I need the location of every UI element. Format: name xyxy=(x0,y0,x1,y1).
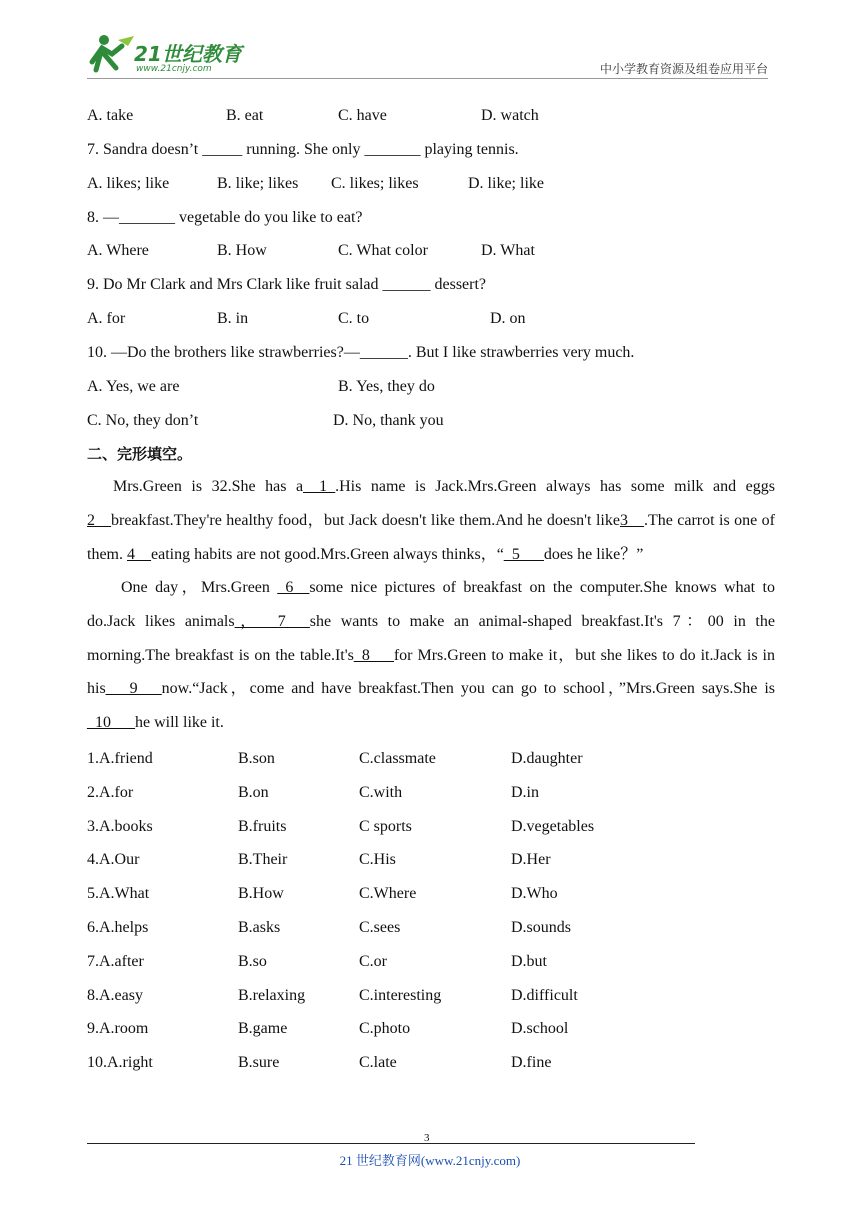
question-9: 9. Do Mr Clark and Mrs Clark like fruit salad ______ dessert? xyxy=(87,276,487,293)
option-6a: A. take xyxy=(87,107,134,124)
logo-url: www.21cnjy.com xyxy=(136,64,212,74)
cloze-option: D.Who xyxy=(511,885,558,903)
cloze-option: D.school xyxy=(511,1020,569,1038)
passage-text: One day，Mrs.Green xyxy=(121,579,278,596)
cloze-option: C.late xyxy=(359,1054,397,1072)
cloze-option: 10.A.right xyxy=(87,1054,153,1072)
option-7b: B. like; likes xyxy=(217,175,299,192)
option-6c: C. have xyxy=(338,107,387,124)
option-8d: D. What xyxy=(481,242,535,259)
blank: ，__7___ xyxy=(234,612,310,630)
cloze-option: D.in xyxy=(511,783,539,801)
passage-text: eating habits are not good.Mrs.Green always thinks，“ xyxy=(151,545,504,563)
header-platform-text: 中小学教育资源及组卷应用平台 xyxy=(599,62,768,76)
cloze-option: C.classmate xyxy=(359,750,436,767)
passage-text: for Mrs.Green to make it，but she likes to do it.Jack is in his xyxy=(87,646,776,698)
cloze-option: B.so xyxy=(238,952,267,970)
question-10: 10. —Do the brothers like strawberries?—______. But I like strawberries very much. xyxy=(87,344,635,361)
footer-divider xyxy=(87,1143,695,1144)
cloze-option: C.sees xyxy=(359,919,401,936)
cloze-option: B.sure xyxy=(238,1054,280,1072)
passage-text: .The carrot is one of them. xyxy=(87,511,775,563)
cloze-option: C.photo xyxy=(359,1020,411,1038)
cloze-option: 2.A.for xyxy=(87,783,134,801)
option-9d: D. on xyxy=(490,310,526,327)
blank: 4__ xyxy=(127,545,151,563)
blank: _5___ xyxy=(503,545,544,563)
page-number: 3 xyxy=(424,1132,430,1144)
cloze-option: 1.A.friend xyxy=(87,750,153,767)
cloze-option: B.asks xyxy=(238,919,281,936)
cloze-option: 9.A.room xyxy=(87,1020,149,1038)
option-10d: D. No, thank you xyxy=(333,412,444,429)
question-8: 8. —_______ vegetable do you like to eat? xyxy=(87,209,363,226)
cloze-option: 3.A.books xyxy=(87,817,153,835)
passage-text: breakfast.They're healthy food，but Jack doesn't like them.And he doesn't like xyxy=(111,511,620,529)
cloze-option: D.fine xyxy=(511,1054,552,1072)
site-logo xyxy=(82,32,252,78)
cloze-option: D.sounds xyxy=(511,919,572,936)
option-6b: B. eat xyxy=(226,107,264,124)
option-10a: A. Yes, we are xyxy=(87,378,180,395)
cloze-option: D.but xyxy=(511,952,547,970)
passage-text: he will like it. xyxy=(135,714,224,732)
cloze-option: 4.A.Our xyxy=(87,851,140,869)
passage-paragraph-2 xyxy=(87,571,775,740)
cloze-option: B.on xyxy=(238,783,269,801)
cloze-option: B.How xyxy=(238,885,284,903)
passage-text: she wants to make an animal-shaped breakfast.It's 7：00 in the morning.The breakfast is on the table.It's xyxy=(87,612,775,664)
option-7d: D. like; like xyxy=(468,175,544,192)
cloze-option: D.difficult xyxy=(511,986,578,1004)
blank: ___9___ xyxy=(105,680,162,698)
cloze-option: D.Her xyxy=(511,851,551,869)
logo-text: 21世纪教育 xyxy=(134,42,242,66)
footer-site-link[interactable]: 21 世纪教育网(www.21cnjy.com) xyxy=(339,1153,521,1168)
header-divider xyxy=(87,78,768,79)
cloze-option: 7.A.after xyxy=(87,952,144,970)
cloze-option: C.His xyxy=(359,851,396,869)
blank: __1_ xyxy=(303,478,336,495)
cloze-option: 8.A.easy xyxy=(87,986,143,1004)
cloze-option: B.Their xyxy=(238,851,288,869)
option-10c: C. No, they don’t xyxy=(87,412,199,429)
passage-paragraph-1 xyxy=(87,470,775,571)
cloze-option: B.game xyxy=(238,1020,288,1038)
passage-text: does he like？” xyxy=(543,545,644,563)
passage-text: .His name is Jack.Mrs.Green always has some milk and eggs xyxy=(335,478,776,495)
blank: 2__ xyxy=(87,511,111,529)
cloze-option: B.relaxing xyxy=(238,986,306,1004)
option-9b: B. in xyxy=(217,310,249,327)
option-8b: B. How xyxy=(217,242,267,259)
passage-text: Mrs.Green is 32.She has a xyxy=(113,478,304,495)
blank: 3__ xyxy=(619,511,644,529)
blank: _8___ xyxy=(353,646,394,664)
cloze-option: 6.A.helps xyxy=(87,919,149,936)
cloze-option: D.daughter xyxy=(511,750,583,767)
passage-text: now.“Jack，come and have breakfast.Then you can go to school，”Mrs.Green says.She is xyxy=(161,680,775,698)
option-9c: C. to xyxy=(338,310,370,327)
option-8a: A. Where xyxy=(87,242,149,259)
cloze-option: D.vegetables xyxy=(511,817,595,835)
question-7: 7. Sandra doesn’t _____ running. She only _______ playing tennis. xyxy=(87,141,519,158)
passage-text: some nice pictures of breakfast on the computer.She knows what to do.Jack likes animals xyxy=(87,579,775,630)
option-7a: A. likes; like xyxy=(87,175,170,192)
option-9a: A. for xyxy=(87,310,126,327)
cloze-option: C.with xyxy=(359,783,403,801)
cloze-option: 5.A.What xyxy=(87,885,150,903)
cloze-option: B.son xyxy=(238,750,275,767)
section-title: 二、完形填空。 xyxy=(87,445,193,463)
option-6d: D. watch xyxy=(481,107,539,124)
cloze-option: C.or xyxy=(359,952,387,970)
option-8c: C. What color xyxy=(338,242,428,259)
cloze-option: B.fruits xyxy=(238,817,287,835)
blank: _6__ xyxy=(277,579,310,596)
blank: _10___ xyxy=(87,714,135,732)
option-7c: C. likes; likes xyxy=(331,175,419,192)
cloze-option: C sports xyxy=(359,817,412,835)
cloze-option: C.Where xyxy=(359,885,417,903)
cloze-option: C.interesting xyxy=(359,986,442,1004)
option-10b: B. Yes, they do xyxy=(338,378,435,395)
